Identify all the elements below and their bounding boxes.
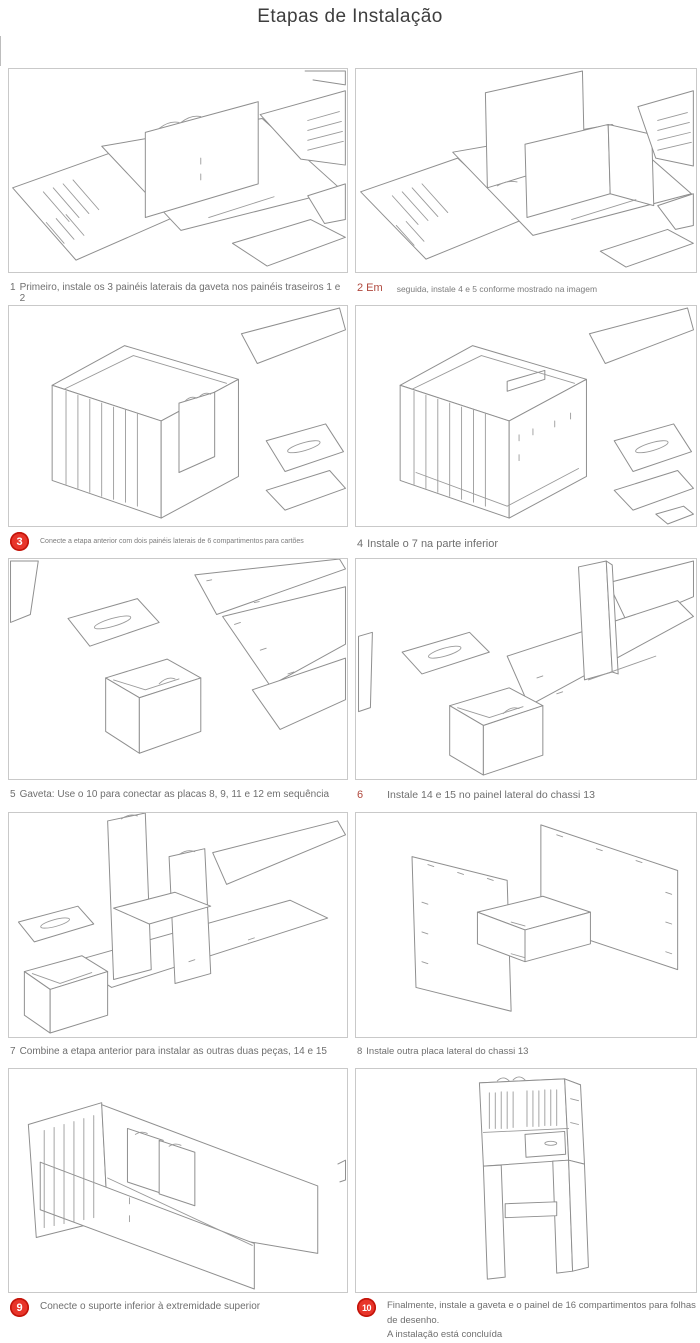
step-9-text: Conecte o suporte inferior à extremidade superior [40,1301,261,1312]
row-3 [0,558,700,812]
step-4-label: 4 [357,538,364,550]
step-4-panel [355,305,697,527]
step-5-illustration [9,559,347,779]
stray-edge-line [0,36,1,66]
step-7-cell [8,812,348,1068]
step-2-panel [355,68,697,273]
step-7-text: Combine a etapa anterior para instalar as outras duas peças, 14 e 15 [19,1046,327,1057]
step-9-cell [8,1068,348,1331]
step-3-caption [8,527,348,558]
step-5-panel [8,558,348,780]
step-1-label: 1 [10,282,16,293]
step-5-text: Gaveta: Use o 10 para conectar as placas 8, 9, 11 e 12 em sequência [19,789,330,800]
step-4-caption [355,527,697,558]
step-8-label: 8 [357,1046,363,1057]
step-4-illustration [356,306,696,526]
step-8-panel [355,812,697,1038]
step-2-text: seguida, instale 4 e 5 conforme mostrado na imagem [396,284,598,294]
step-6-text: Instale 14 e 15 no painel lateral do chassi 13 [387,789,595,801]
step-10-cell [355,1068,697,1341]
step-9-panel [8,1068,348,1293]
step-8-cell [355,812,697,1068]
step-5-label: 5 [10,789,16,800]
step-10-text-line1: Finalmente, instale a gaveta e o painel de 16 compartimentos para folhas de desenho. [387,1300,696,1326]
step-2-cell [355,68,697,305]
step-7-panel [8,812,348,1038]
page-header [0,0,700,68]
step-3-text: Conecte a etapa anterior com dois painéis laterais de 6 compartimentos para cartões [40,538,304,545]
row-5 [0,1068,700,1341]
step-10-badge: 10 [357,1298,376,1317]
step-1-text: Primeiro, instale os 3 painéis laterais da gaveta nos painéis traseiros 1 e 2 [19,282,341,304]
step-9-badge: 9 [10,1298,29,1317]
step-2-illustration [356,69,696,272]
step-1-illustration [9,69,347,272]
row-4 [0,812,700,1068]
step-3-badge: 3 [10,532,29,551]
step-10-text-line2: A instalação está concluída [387,1329,503,1341]
step-3-panel [8,305,348,527]
row-1 [0,68,700,305]
step-1-panel [8,68,348,273]
step-6-caption [355,780,697,812]
step-6-illustration [356,559,696,779]
step-1-cell [8,68,348,305]
step-6-cell [355,558,697,812]
step-1-caption [8,273,348,305]
step-8-illustration [356,813,696,1037]
step-5-cell [8,558,348,812]
step-8-text: Instale outra placa lateral do chassi 13 [366,1046,529,1057]
page-title: Etapas de Instalação [257,6,443,27]
step-10-illustration [356,1069,696,1292]
step-6-panel [355,558,697,780]
step-2-label: 2 Em [357,282,383,294]
step-2-caption [355,273,697,305]
step-4-cell [355,305,697,558]
step-9-caption [8,1293,348,1331]
row-2 [0,305,700,558]
step-4-text: Instale o 7 na parte inferior [367,538,498,550]
step-7-caption [8,1038,348,1068]
step-5-caption [8,780,348,812]
step-8-caption [355,1038,697,1068]
step-10-text-block [387,1298,697,1343]
step-9-illustration [9,1069,347,1292]
step-7-label: 7 [10,1046,16,1057]
step-10-caption [355,1293,697,1341]
step-7-illustration [9,813,347,1037]
step-6-label: 6 [357,789,364,801]
step-3-cell [8,305,348,558]
step-10-panel [355,1068,697,1293]
step-3-illustration [9,306,347,526]
